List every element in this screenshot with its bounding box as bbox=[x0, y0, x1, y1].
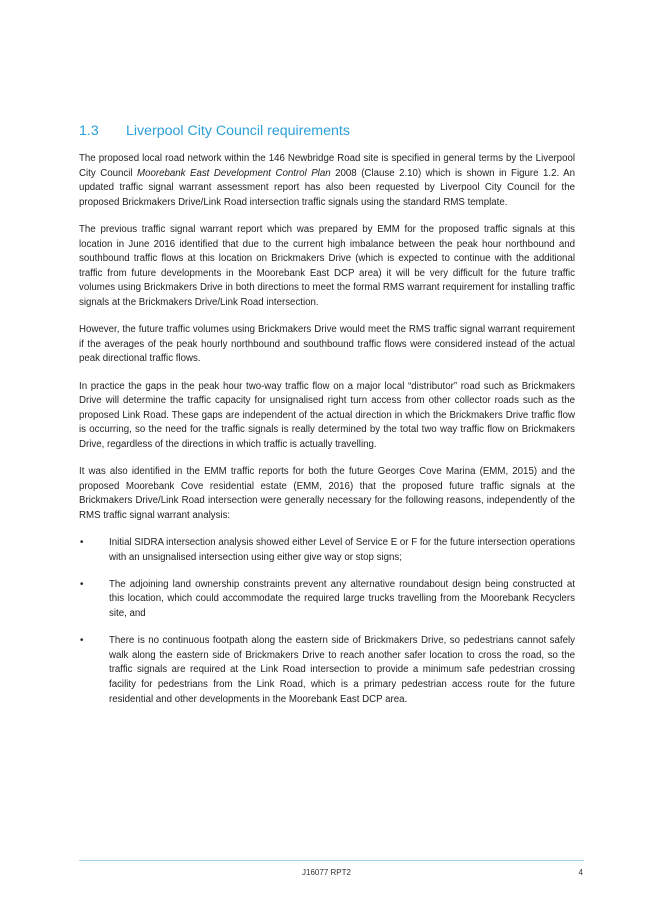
section-title: Liverpool City Council requirements bbox=[126, 123, 350, 139]
page-number: 4 bbox=[578, 868, 583, 877]
bullet-marker: • bbox=[80, 578, 84, 590]
paragraph-4: In practice the gaps in the peak hour two-way traffic flow on a major local “distributor” road such as Brickmakers Drive will determine the traffic capacity for unsignalised right turn access from other collector roads such as the proposed Link Road. These gaps are independent of the actual direction in which the Brickmakers Drive traffic flow is occurring, so the need for the traffic signals is really determined by the total two way traffic flow on Brickmakers Drive, regardless of the directions in which traffic is actually travelling. bbox=[79, 380, 575, 450]
list-item-text: The adjoining land ownership constraints prevent any alternative roundabout design being constructed at this location, which could accommodate the required large trucks travelling from the Moorebank Recyclers site, and bbox=[109, 578, 575, 619]
paragraph-3: However, the future traffic volumes using Brickmakers Drive would meet the RMS traffic signal warrant requirement if the averages of the peak hourly northbound and southbound traffic flows were considered instead of the actual peak directional traffic flows. bbox=[79, 324, 575, 365]
footer-divider bbox=[79, 860, 584, 861]
list-item bbox=[79, 536, 575, 565]
paragraph-2: The previous traffic signal warrant report which was prepared by EMM for the proposed traffic signals at this location in June 2016 identified that due to the current high imbalance between the peak hour northbound and southbound traffic flows at this location on Brickmakers Drive (which is expected to continue with the additional traffic from future developments in the Moorebank East DCP area) it will be very difficult for the future traffic volumes using Brickmakers Drive in both directions to meet the formal RMS warrant requirement for installing traffic signals at the Brickmakers Drive/Link Road intersection. bbox=[79, 223, 575, 308]
list-item-text: Initial SIDRA intersection analysis showed either Level of Service E or F for the future intersection operations with an unsignalised intersection using either give way or stop signs; bbox=[109, 537, 575, 563]
paragraph-1-part-a: The proposed local road network within the 146 Newbridge Road site is specified in general terms by the Liverpool City Council bbox=[79, 153, 575, 179]
section-heading bbox=[79, 123, 579, 139]
reasons-list bbox=[79, 536, 575, 707]
list-item bbox=[79, 578, 575, 622]
section-number: 1.3 bbox=[79, 123, 99, 139]
paragraph-1 bbox=[79, 152, 575, 210]
paragraph-5: It was also identified in the EMM traffic reports for both the future Georges Cove Marina (EMM, 2015) and the proposed Moorebank Cove residential estate (EMM, 2016) that the proposed future traffic signals at the Brickmakers Drive/Link Road intersection were generally necessary for the following reasons, independently of the RMS traffic signal warrant analysis: bbox=[79, 466, 575, 521]
bullet-marker: • bbox=[80, 635, 84, 647]
bullet-marker: • bbox=[80, 537, 84, 549]
body-text bbox=[79, 152, 575, 720]
dcp-title-italic: Moorebank East Development Control Plan bbox=[137, 167, 331, 179]
footer-reference: J16077 RPT2 bbox=[302, 868, 351, 877]
list-item-text: There is no continuous footpath along the eastern side of Brickmakers Drive, so pedestrians cannot safely walk along the eastern side of Brickmakers Drive to reach another safer location to cross the road, so the traffic signals are required at the Link Road intersection to provide a minimum safe pedestrian crossing facility for pedestrians from the Link Road, which is a primary pedestrian access route for the future residential and other developments in the Moorebank East DCP area. bbox=[109, 635, 575, 705]
list-item bbox=[79, 634, 575, 707]
paragraph-1-part-b: 2008 (Clause 2.10) which is shown in Figure 1.2. An updated traffic signal warrant assessment report has also been requested by Liverpool City Council for the proposed Brickmakers Drive/Link Road intersection traffic signals using the standard RMS template. bbox=[79, 167, 575, 208]
